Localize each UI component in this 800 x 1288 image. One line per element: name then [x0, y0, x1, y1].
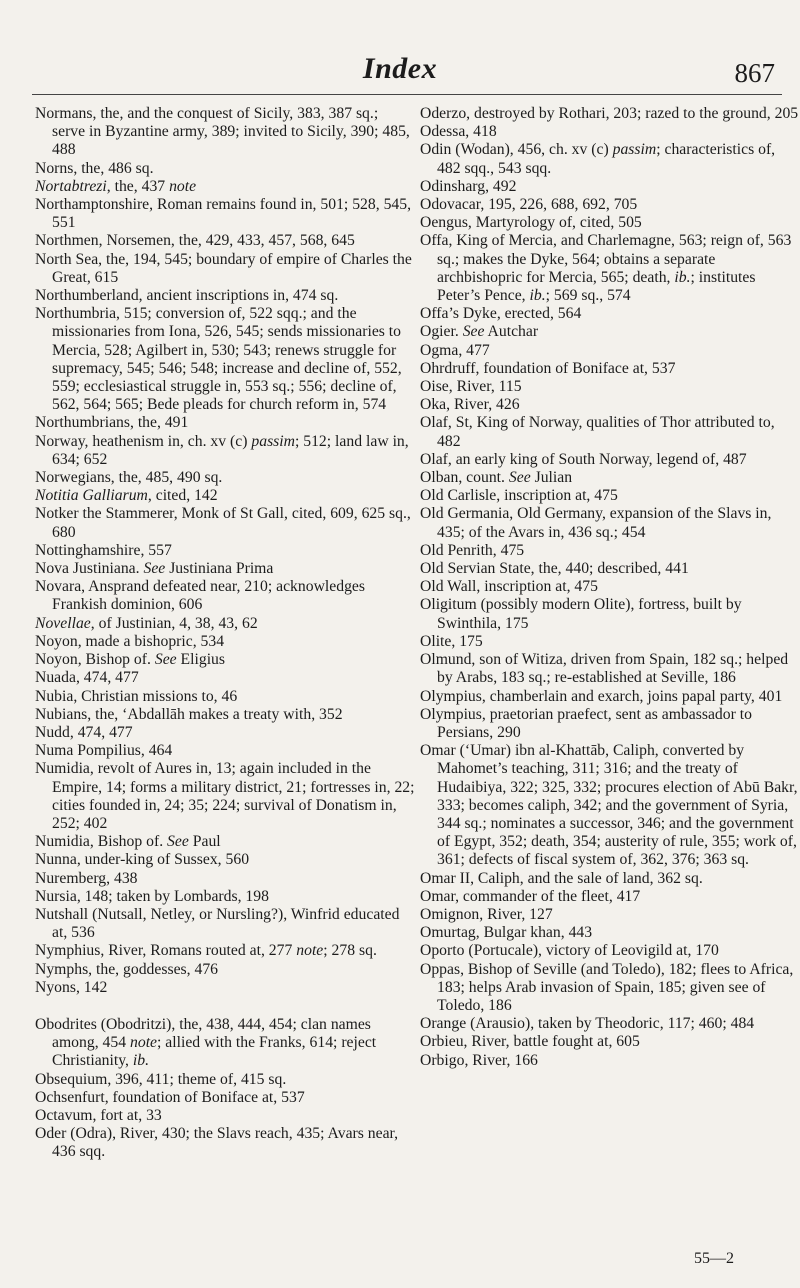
index-entry-text: Nymphius, River, Romans routed at, 277 [35, 942, 297, 960]
index-entry-italic: See [154, 651, 177, 669]
index-entry-text: Nottinghamshire, 557 [35, 541, 172, 559]
index-entry-italic: passim [251, 432, 295, 450]
index-entry [420, 688, 800, 706]
index-entry-italic: Nortabtrezi [35, 177, 107, 195]
index-entry-italic: Notitia Galliarum [35, 487, 148, 505]
index-entry-text: Odessa, 418 [420, 123, 497, 141]
index-entry-text: Olaf, an early king of South Norway, legend of, 487 [420, 450, 747, 468]
index-entry-text: Oderzo, destroyed by Rothari, 203; razed to the ground, 205 [420, 105, 799, 122]
index-entry [35, 287, 415, 305]
index-entry [420, 961, 800, 1016]
index-entry [35, 305, 415, 414]
index-entry [420, 633, 800, 651]
index-entry-text: Nubians, the, ‘Abdallāh makes a treaty with, 352 [35, 705, 343, 723]
index-entry [35, 669, 415, 687]
index-entry-italic: note [169, 177, 197, 195]
index-entry-text: Autchar [484, 323, 539, 341]
index-entry-text: Oder (Odra), River, 430; the Slavs reach, 435; Avars near, 436 sqq. [35, 1125, 399, 1161]
index-entry-text: Olite, 175 [420, 632, 483, 650]
index-entry [35, 615, 415, 633]
index-entry [420, 1052, 800, 1070]
index-entry-text: Obsequium, 396, 411; theme of, 415 sq. [35, 1070, 287, 1088]
index-entry-text: Nuada, 474, 477 [35, 669, 139, 687]
index-entry-text: Nubia, Christian missions to, 46 [35, 687, 238, 705]
index-entry-text: Ochsenfurt, foundation of Boniface at, 537 [35, 1088, 305, 1106]
index-entry [420, 924, 800, 942]
index-entry-text: Numidia, revolt of Aures in, 13; again included in the Empire, 14; forms a military district, 21; fortresses in, 22; cities founded in, 24; 35; 224; survival of Donatism in, 252; 402 [35, 760, 415, 832]
index-entry [420, 178, 800, 196]
index-entry [35, 633, 415, 651]
index-entry-text: Omar (‘Umar) ibn al-Khattāb, Caliph, converted by Mahomet’s teaching, 311; 316; and the treaty of Hudaibiya, 322; 325, 332; procures election of Abū Bakr, 333; becomes caliph, 342; and the government of Syria, 344 sq.; nominates a successor, 346; and the government of Egypt, 352; death, 354; austerity of rule, 355; work of, 361; defects of fiscal system of, 362, 376; 363 sq. [420, 742, 798, 869]
index-entry-italic: See [167, 833, 189, 851]
index-entry [35, 433, 415, 469]
index-entry-text: Northamptonshire, Roman remains found in, 501; 528, 545, 551 [35, 196, 412, 232]
index-entry [35, 1107, 415, 1125]
index-entry [35, 578, 415, 614]
index-entry [420, 596, 800, 632]
index-entry [420, 942, 800, 960]
index-entry-text: Oka, River, 426 [420, 396, 520, 414]
index-entry [35, 232, 415, 250]
index-entry-text: Omar II, Caliph, and the sale of land, 362 sq. [420, 869, 703, 887]
index-entry-italic: note [296, 942, 324, 960]
index-entry [35, 160, 415, 178]
index-entry [35, 560, 415, 578]
index-entry-text: ; 512; land law in, 634; 652 [52, 432, 409, 468]
index-entry-text: Omar, commander of the fleet, 417 [420, 887, 641, 905]
index-entry-text: Olympius, praetorian praefect, sent as ambassador to Persians, 290 [420, 705, 752, 741]
index-entry [35, 888, 415, 906]
index-entry [420, 232, 800, 305]
index-entry-text: Eligius [176, 651, 225, 669]
index-entry-text: Noyon, made a bishopric, 534 [35, 632, 225, 650]
index-entry-text: Omignon, River, 127 [420, 905, 553, 923]
index-entry [35, 706, 415, 724]
index-entry [420, 651, 800, 687]
index-entry [35, 1089, 415, 1107]
index-entry [420, 214, 800, 232]
index-entry-text: Julian [530, 469, 573, 487]
index-entry-italic: ib. [529, 287, 546, 305]
index-entry-text: Odinsharg, 492 [420, 177, 517, 195]
index-entry-text: Olympius, chamberlain and exarch, joins papal party, 401 [420, 687, 783, 705]
index-entry-text: Nova Justiniana. [35, 560, 144, 578]
index-entry-text: Offa’s Dyke, erected, 564 [420, 305, 582, 323]
index-entry [420, 560, 800, 578]
index-entry [35, 1071, 415, 1089]
index-entry [35, 105, 415, 160]
index-entry-text: Notker the Stammerer, Monk of St Gall, cited, 609, 625 sq., 680 [35, 505, 411, 541]
index-entry-text: , the, 437 [106, 177, 170, 195]
index-entry-text: Orbieu, River, battle fought at, 605 [420, 1033, 640, 1051]
index-entry [420, 105, 800, 123]
index-entry [35, 251, 415, 287]
index-entry [35, 487, 415, 505]
index-entry-text: Ogma, 477 [420, 341, 490, 359]
index-entry-italic: ib. [132, 1052, 150, 1070]
index-entry-text: Octavum, fort at, 33 [35, 1106, 162, 1124]
index-entry [35, 1125, 415, 1161]
index-entry [420, 505, 800, 541]
index-entry-text: Odin (Wodan), 456, ch. xv (c) [420, 141, 613, 159]
index-entry-text: Oise, River, 115 [420, 378, 522, 396]
index-entry-text: Obodrites (Obodritzi), the, 438, 444, 454; clan names among, 454 [35, 1015, 371, 1052]
index-entry [35, 651, 415, 669]
index-entry-text: ; institutes Peter’s Pence, [437, 268, 756, 305]
index-entry [420, 542, 800, 560]
index-entry [420, 578, 800, 596]
index-entry [35, 942, 415, 960]
index-entry [420, 1015, 800, 1033]
index-entry-text: Nursia, 148; taken by Lombards, 198 [35, 887, 269, 905]
index-entry [35, 196, 415, 232]
index-entry-text: Offa, King of Mercia, and Charlemagne, 563; reign of, 563 sq.; makes the Dyke, 564; obtains a separate archbishopric for Mercia, 565; death, [420, 232, 792, 286]
index-entry-text: Oporto (Portucale), victory of Leovigild at, 170 [420, 942, 719, 960]
index-entry-text: Northumberland, ancient inscriptions in, 474 sq. [35, 287, 339, 305]
index-entry [35, 414, 415, 432]
page-title: Index [362, 52, 438, 85]
index-entry-text: Northmen, Norsemen, the, 429, 433, 457, 568, 645 [35, 232, 355, 250]
index-entry-italic: Novellae [35, 614, 91, 632]
index-entry-text: Olban, count. [420, 469, 509, 487]
index-entry-text: Numa Pompilius, 464 [35, 742, 173, 760]
index-entry-text: Noyon, Bishop of. [35, 651, 155, 669]
index-entry [35, 542, 415, 560]
index-entry-text: Justiniana Prima [165, 560, 274, 578]
index-entry-text: Old Servian State, the, 440; described, 441 [420, 560, 689, 578]
index-entry [420, 451, 800, 469]
index-entry-text: , cited, 142 [147, 487, 218, 505]
index-entry-text: Norwegians, the, 485, 490 sq. [35, 469, 223, 487]
index-entry-text: ; allied with the Franks, 614; reject Christianity, [52, 1034, 377, 1070]
index-entry-text: Normans, the, and the conquest of Sicily, 383, 387 sq.; serve in Byzantine army, 389; invited to Sicily, 390; 485, 488 [35, 105, 410, 159]
index-entry [35, 742, 415, 760]
index-entry-text: Odovacar, 195, 226, 688, 692, 705 [420, 196, 638, 214]
index-entry-text: Olmund, son of Witiza, driven from Spain, 182 sq.; helped by Arabs, 183 sq.; re-established at Seville, 186 [420, 651, 789, 687]
index-entry [420, 123, 800, 141]
index-entry [420, 196, 800, 214]
index-entry-text: Norns, the, 486 sq. [35, 159, 154, 177]
index-column-right [420, 105, 800, 1070]
index-entry-text: Nyons, 142 [35, 978, 108, 996]
index-entry [420, 141, 800, 177]
index-entry-text: Orbigo, River, 166 [420, 1051, 538, 1069]
index-entry-text: Old Carlisle, inscription at, 475 [420, 487, 618, 505]
index-entry-text: ; 278 sq. [323, 942, 377, 960]
index-entry-text: Ogier. [420, 323, 463, 341]
index-entry-text: Oligitum (possibly modern Olite), fortress, built by Swinthila, 175 [420, 596, 742, 632]
index-entry [420, 342, 800, 360]
index-entry-text: ; 569 sq., 574 [545, 287, 631, 305]
index-entry [420, 487, 800, 505]
index-entry [35, 851, 415, 869]
index-entry [420, 870, 800, 888]
index-entry-italic: note [130, 1034, 158, 1052]
index-entry [35, 870, 415, 888]
header-rule [32, 94, 782, 95]
index-entry [35, 505, 415, 541]
index-entry [420, 396, 800, 414]
index-entry-text: , of Justinian, 4, 38, 43, 62 [90, 614, 258, 632]
index-entry-italic: See [143, 560, 166, 578]
index-entry [420, 323, 800, 341]
index-column-left [35, 105, 415, 1162]
index-entry-text: Olaf, St, King of Norway, qualities of Thor attributed to, 482 [420, 414, 775, 450]
index-entry [420, 360, 800, 378]
index-entry [35, 833, 415, 851]
index-entry [35, 724, 415, 742]
index-entry [35, 979, 415, 997]
index-entry-text: North Sea, the, 194, 545; boundary of empire of Charles the Great, 615 [35, 250, 412, 286]
index-entry-text: Old Germania, Old Germany, expansion of the Slavs in, 435; of the Avars in, 436 sq.; 454 [420, 505, 772, 541]
index-entry-text: Omurtag, Bulgar khan, 443 [420, 924, 593, 942]
index-entry-text: Nutshall (Nutsall, Netley, or Nursling?), Winfrid educated at, 536 [35, 905, 400, 942]
index-entry-text: Northumbria, 515; conversion of, 522 sqq.; and the missionaries from Iona, 526, 545; sends missionaries to Mercia, 528; Agilbert in, 530; 543; renews struggle for supremacy, 545; 546; 548; increase and decline of, 552, 559; ecclesiastical struggle in, 553 sq.; 556; decline of, 562, 564; 565; Bede pleads for church reform in, 574 [35, 305, 402, 414]
index-entry-text: Orange (Arausio), taken by Theodoric, 117; 460; 484 [420, 1015, 755, 1033]
index-entry [420, 742, 800, 869]
index-entry-italic: See [508, 469, 531, 487]
index-entry [420, 706, 800, 742]
index-entry-italic: ib. [674, 268, 691, 286]
page-number: 867 [734, 58, 775, 88]
index-entry [420, 414, 800, 450]
index-entry-text: Novara, Ansprand defeated near, 210; acknowledges Frankish dominion, 606 [35, 578, 365, 614]
index-entry [420, 906, 800, 924]
index-entry [420, 469, 800, 487]
index-entry [420, 888, 800, 906]
index-entry-italic: passim [612, 141, 657, 159]
index-entry [420, 1033, 800, 1051]
index-entry [35, 760, 415, 833]
signature-mark: 55—2 [694, 1250, 734, 1267]
index-entry-italic: See [462, 323, 485, 341]
index-entry-text: Nuremberg, 438 [35, 869, 138, 887]
index-entry-text: Old Penrith, 475 [420, 541, 525, 559]
index-entry-text: Ohrdruff, foundation of Boniface at, 537 [420, 359, 676, 377]
index-entry [35, 906, 415, 942]
index-entry-text: Nudd, 474, 477 [35, 723, 133, 741]
index-entry-text: Nymphs, the, goddesses, 476 [35, 960, 219, 978]
index-entry-text: Old Wall, inscription at, 475 [420, 578, 598, 596]
index-entry-text: Norway, heathenism in, ch. xv (c) [35, 432, 252, 450]
index-entry-text: Northumbrians, the, 491 [35, 414, 189, 432]
index-entry-text: Oengus, Martyrology of, cited, 505 [420, 214, 642, 232]
index-entry-text: Oppas, Bishop of Seville (and Toledo), 182; flees to Africa, 183; helps Arab invasion of Spain, 185; given see of Toledo, 186 [420, 960, 794, 1014]
index-entry [35, 1016, 415, 1071]
index-entry-text: Paul [188, 833, 221, 851]
index-entry [35, 961, 415, 979]
index-entry-text: Nunna, under-king of Sussex, 560 [35, 851, 250, 869]
index-entry-text: Numidia, Bishop of. [35, 833, 168, 851]
index-entry [35, 469, 415, 487]
index-entry [35, 178, 415, 196]
index-entry [35, 688, 415, 706]
index-entry [420, 305, 800, 323]
index-entry [420, 378, 800, 396]
index-entry-text: ; characteristics of, 482 sqq., 543 sqq. [437, 141, 776, 177]
